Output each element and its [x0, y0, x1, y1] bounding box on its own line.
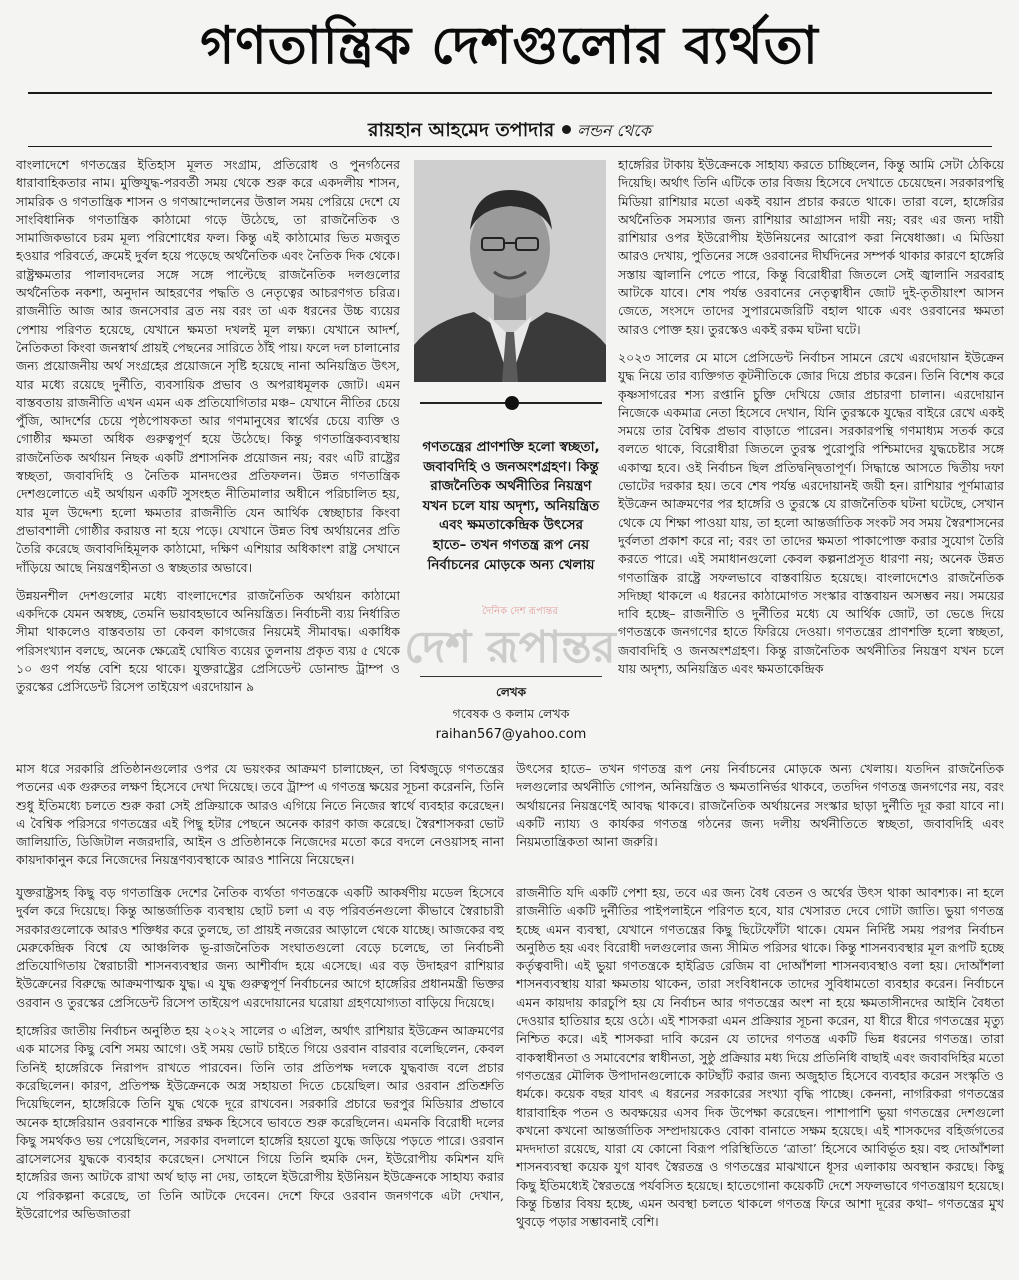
column-full-right	[516, 760, 1004, 880]
paragraph: হাঙ্গেরির টাকায় ইউক্রেনকে সাহায্য করতে চাচ্ছিলেন, কিন্তু আমি সেটা ঠেকিয়ে দিয়েছি। অর্থাৎ তিনি এটিকে তার বিজয় হিসেবে দেখাতে চেয়েছেন। সরকারপন্থি মিডিয়া রাশিয়ার মতো একই বয়ান প্রচার করতে থাকে। তারা বলে, হাঙ্গেরির অর্থনৈতিক সমস্যার জন্য রাশিয়ার আগ্রাসন দায়ী নয়; বরং এর জন্য দায়ী রাশিয়ার ওপর ইউরোপীয় ইউনিয়নের আরোপ করা নিষেধাজ্ঞা। এ মিডিয়া আরও দেখায়, পুতিনের সঙ্গে ওরবানের দীর্ঘদিনের সম্পর্ক থাকার কারণে হাঙ্গেরি সস্তায় জ্বালানি পেতে পারে, কিন্তু বিরোধীরা জিতলে সেই জ্বালানি সরবরাহ আটকে যাবে। শেষ পর্যন্ত ওরবানের নেতৃত্বাধীন জোট দুই-তৃতীয়াংশ আসন জেতে, সংসদে তাদের সুপারমেজরিটি বহাল থাকে এবং ওরবানের ক্ষমতা আরও পোক্ত হয়। তুরস্কেও একই রকম ঘটনা ঘটে।	[618, 157, 1004, 337]
watermark: দেশ রূপান্তর	[404, 622, 616, 673]
column-bottom-left	[16, 884, 504, 1280]
author-email[interactable]: raihan567@yahoo.com	[435, 727, 587, 742]
paragraph: যুক্তরাষ্ট্রসহ কিছু বড় গণতান্ত্রিক দেশের নৈতিক ব্যর্থতা গণতন্ত্রকে একটি আকর্ষণীয় মডেল হিসেবে দুর্বল করে দিয়েছে। কিন্তু আন্তর্জাতিক ব্যবস্থায় ছোট চলা এ বড় পরিবর্তনগুলো কীভাবে স্বৈরাচারী সরকারগুলোকে আরও শক্তিধর করে তুলছে, তা প্রায়ই নজরের আড়ালে থেকে যাচ্ছে। আজকের বহু মেরুকেন্দ্রিক বিশ্বে যে আঞ্চলিক ভূ-রাজনৈতিক সংঘাতগুলো বেড়ে চলেছে, তা নির্বাচনী প্রতিযোগিতায় স্বৈরাচারী শাসনব্যবস্থার জন্য আশীর্বাদ হয়ে এসেছে। এর বড় উদাহরণ রাশিয়ার ইউক্রেনের বিরুদ্ধে আক্রমণাত্মক যুদ্ধ। এ যুদ্ধ গুরুত্বপূর্ণ নির্বাচনের আগে হাঙ্গেরির প্রধানমন্ত্রী ভিক্তর ওরবান ও তুরস্কের প্রেসিডেন্ট রিসেপ তাইয়েপ এরদোয়ানের ঘরোয়া গ্রহণযোগ্যতা বাড়িয়ে দিয়েছে।	[16, 885, 504, 1010]
byline-dot	[562, 125, 571, 134]
byline-author: রায়হান আহমেদ তপাদার	[368, 119, 555, 141]
author-rule	[420, 676, 602, 677]
photo-separator-dot	[505, 396, 519, 410]
byline-rule	[28, 146, 992, 147]
pull-quote: গণতন্ত্রের প্রাণশক্তি হলো স্বচ্ছতা, জবাবদিহি ও জনঅংশগ্রহণ। কিন্তু রাজনৈতিক অর্থনীতির নিয়ন্ত্রণ যখন চলে যায় অদৃশ্য, অনিয়ন্ত্রিত এবং ক্ষমতাকেন্দ্রিক উৎসের হাতে– তখন গণতন্ত্র রূপ নেয় নির্বাচনের মোড়কে অন্য খেলায়	[422, 439, 600, 573]
author-box	[420, 682, 602, 745]
headline-rule	[28, 92, 992, 94]
watermark-subtitle: দৈনিক দেশ রূপান্তর	[481, 606, 559, 617]
paragraph: হাঙ্গেরির জাতীয় নির্বাচন অনুষ্ঠিত হয় ২০২২ সালের ৩ এপ্রিল, অর্থাৎ রাশিয়ার ইউক্রেন আক্রমণের এক মাসের কিছু বেশি সময় আগে। ওই সময় ভোট চাইতে গিয়ে ওরবান বারবার বলেছিলেন, কেবল তিনিই হাঙ্গেরিকে নিরাপদ রাখতে পারবেন। তিনি তার প্রতিপক্ষ দলকে যুদ্ধবাজ বলে প্রচার করেছিলেন। কারণ, প্রতিপক্ষ ইউক্রেনকে অস্ত্র সহায়তা দিতে চেয়েছিল। আর ওরবান প্রতিশ্রুতি দিয়েছিলেন, হাঙ্গেরিকে তিনি যুদ্ধ থেকে দূরে রাখবেন। সরকারি প্রচারে ভরপুর মিডিয়ার প্রভাবে অনেক হাঙ্গেরিয়ান ওরবানকে শান্তির রক্ষক হিসেবে ভাবতে শুরু করেছিলেন। এমনকি বিরোধী দলের কিছু সমর্থকও ভয় পেয়েছিলেন, সরকার বদলালে হাঙ্গেরি হয়তো যুদ্ধে জড়িয়ে পড়তে পারে। ওরবান ব্রাসেলসের যুদ্ধকে ব্যবহার করেছেন। সেখানে গিয়ে তিনি হুমকি দেন, ইউরোপীয় কমিশন যদি হাঙ্গেরির জন্য আটকে রাখা অর্থ ছাড় না দেয়, তাহলে ইউরোপীয় ইউনিয়ন ইউক্রেনকে সাহায্য করার যে পরিকল্পনা করেছে, তা তিনি আটকে দেবেন। দেশে ফিরে ওরবান জনগণকে এটা দেখান, ইউরোপের অভিজাতরা	[16, 1023, 504, 1222]
column-right	[618, 156, 1004, 758]
column-left	[16, 156, 400, 758]
headline: গণতান্ত্রিক দেশগুলোর ব্যর্থতা	[200, 16, 819, 76]
author-photo	[414, 160, 606, 382]
paragraph: মাস ধরে সরকারি প্রতিষ্ঠানগুলোর ওপর যে ভয়ংকর আক্রমণ চালাচ্ছেন, তা বিশ্বজুড়ে গণতন্ত্রের পতনের এক গুরুতর লক্ষণ হিসেবে দেখা দিয়েছে। তবে ট্রাম্প এ গণতন্ত্র ক্ষয়ের সূচনা করেননি, তিনি শুধু ইতিমধ্যে চলতে শুরু করা সেই প্রক্রিয়াকে আরও এগিয়ে নিতে নিজের স্বার্থে ব্যবহার করেছেন। এ বৈশ্বিক পরিসরে গণতন্ত্রের এই পিছু হটার পেছনে অনেক কারণ কাজ করেছে। স্বৈরশাসকরা ভোট জালিয়াতি, ডিজিটাল নজরদারি, আইন ও প্রতিষ্ঠানকে নিজেদের মতো করে বদলে নেওয়াসহ নানা কায়দাকানুন করে নিজেদের নিয়ন্ত্রণব্যবস্থাকে আরও শানিয়ে নিয়েছেন।	[16, 761, 504, 868]
author-label: লেখক	[495, 685, 527, 699]
column-full-left	[16, 760, 504, 880]
byline	[0, 117, 1019, 144]
author-role: গবেষক ও কলাম লেখক	[452, 706, 570, 721]
byline-location: লন্ডন থেকে	[577, 121, 651, 140]
paragraph: উৎসের হাতে– তখন গণতন্ত্র রূপ নেয় নির্বাচনের মোড়কে অন্য খেলায়। যতদিন রাজনৈতিক দলগুলোর অর্থনীতি গোপন, অনিয়ন্ত্রিত ও ক্ষমতানির্ভর থাকবে, ততদিন গণতন্ত্র জনগণের নয়, বরং অর্থায়নের নিয়ন্ত্রণেই আবদ্ধ থাকবে। রাজনৈতিক অর্থায়নের সংস্কার ছাড়া দুর্নীতি দূর করা যাবে না। একটি ন্যায্য ও কার্যকর গণতন্ত্র গঠনের জন্য দলীয় অর্থনীতিতে স্বচ্ছতা, জবাবদিহি এবং নিয়মতান্ত্রিকতা আনা জরুরি।	[516, 761, 1004, 850]
paragraph: উন্নয়নশীল দেশগুলোর মধ্যে বাংলাদেশের রাজনৈতিক অর্থায়ন কাঠামো একদিকে যেমন অস্বচ্ছ, তেমনি ভয়াবহভাবে অনিয়ন্ত্রিত। নির্বাচনী ব্যয় নির্ধারিত সীমা থাকলেও বাস্তবতায় তা কেবল কাগজের নিয়মেই সীমাবদ্ধ। একাধিক পরিসংখ্যান বলছে, অনেক ক্ষেত্রেই ঘোষিত ব্যয়ের তুলনায় প্রকৃত ব্যয় ৫ থেকে ১০ গুণ পর্যন্ত বেশি হয়ে থাকে। যুক্তরাষ্ট্রের প্রেসিডেন্ট ডোনাল্ড ট্রাম্প ও তুরস্কের প্রেসিডেন্ট রিসেপ তাইয়েপ এরদোয়ান ৯	[16, 587, 400, 695]
paragraph: রাজনীতি যদি একটি পেশা হয়, তবে এর জন্য বৈধ বেতন ও অর্থের উৎস থাকা আবশ্যক। না হলে রাজনীতি একটি দুর্নীতির পাইপলাইনে পরিণত হবে, যার খেসারত দেবে গোটা জাতি। ভুয়া গণতন্ত্র হচ্ছে এমন ব্যবস্থা, যেখানে গণতন্ত্রের কিছু ছিটেফোঁটা থাকে। যেমন নির্দিষ্ট সময় পরপর নির্বাচন অনুষ্ঠিত হয় এবং বিরোধী দলগুলোর জন্য সীমিত পরিসর থাকে। কিন্তু শাসনব্যবস্থার মূল রূপটি হচ্ছে কর্তৃত্ববাদী। এই ভুয়া গণতন্ত্রকে হাইব্রিড রেজিম বা দোআঁশলা শাসনব্যবস্থাও বলা হয়। দোআঁশলা শাসনব্যবস্থায় যারা ক্ষমতায় থাকেন, তারা সংবিধানকে তাদের সুবিধামতো ব্যবহার করেন। নির্বাচনে এমন কায়দায় কারচুপি হয় যে নির্বাচন আর গণতন্ত্রের অংশ না হয়ে ক্ষমতাসীনদের আইনি বৈধতা দেওয়ার হাতিয়ার হয়ে ওঠে। এই শাসকরা এমন প্রক্রিয়ার সূচনা করেন, যা ধীরে ধীরে গণতন্ত্রের মৃত্যু নিশ্চিত করে। এই শাসকরা দাবি করেন যে তাদের গণতন্ত্র একটি ভিন্ন ধরনের গণতন্ত্র। তারা বাকস্বাধীনতা ও সমাবেশের স্বাধীনতা, সুষ্ঠু প্রক্রিয়ার মধ্য দিয়ে প্রতিনিধি বাছাই এবং জবাবদিহির মতো গণতন্ত্রের মৌলিক উপাদানগুলোকে কাটছাঁট করার জন্য অজুহাত হিসেবে ব্যবহার করেন সংস্কৃতি ও ধর্মকে। কয়েক বছর যাবৎ এ ধরনের সরকারের সংখ্যা বৃদ্ধি পাচ্ছে। কেননা, নাগরিকরা গণতন্ত্রের ধারাবাহিক পতন ও অবক্ষয়ের এসব দিক উপেক্ষা করেছেন। পাশাপাশি ভুয়া গণতন্ত্রের দেশগুলো কখনো কখনো আন্তর্জাতিক সম্প্রদায়কেও বোকা বানাতে সক্ষম হয়েছে। এই শাসকদের বহির্জগতের মদদদাতা রয়েছে, যারা যে কোনো বিরূপ পরিস্থিতিতে ‘ত্রাতা’ হিসেবে আবির্ভূত হয়। বহু দোআঁশলা শাসনব্যবস্থা কয়েক যুগ যাবৎ স্বৈরতন্ত্র ও গণতন্ত্রের মাঝখানে ধূসর এলাকায় অবস্থান করছে। কিছু কিছু ইতিমধ্যেই স্বৈরতন্ত্রে পর্যবসিত হয়েছে। হাতেগোনা কয়েকটি দেশে সফলভাবে গণতন্ত্রায়ণ হয়েছে। কিন্তু চিন্তার বিষয় হচ্ছে, এমন অবস্থা চলতে থাকলে গণতন্ত্র ফিরে আশা দূরের কথা– গণতন্ত্রের মুখ থুবড়ে পড়ার সম্ভাবনাই বেশি।	[516, 885, 1004, 1230]
paragraph: ২০২৩ সালের মে মাসে প্রেসিডেন্ট নির্বাচন সামনে রেখে এরদোয়ান ইউক্রেন যুদ্ধ নিয়ে তার ব্যক্তিগত কূটনীতিকে জোর দিয়ে প্রচার করেন। তিনি বিশেষ করে কৃষ্ণসাগরের শস্য রপ্তানি চুক্তি দেখিয়ে জোর প্রচারণা চালান। এরদোয়ান নিজেকে একমাত্র নেতা হিসেবে দেখান, যিনি তুরস্ককে যুদ্ধের বাইরে রেখে একই সময়ে তার বৈশ্বিক প্রভাব বাড়াতে পারেন। সরকারপন্থি গণমাধ্যম সতর্ক করে বলতে থাকে, বিরোধীরা জিতলে তুরস্ক পুরোপুরি পশ্চিমাদের যুদ্ধচেষ্টার সঙ্গে একাত্ম হবে। ওই নির্বাচন ছিল প্রতিদ্বন্দ্বিতাপূর্ণ। সিদ্ধান্তে আসতে দ্বিতীয় দফা ভোটের দরকার হয়। তবে শেষ পর্যন্ত এরদোয়ানই জয়ী হন। রাশিয়ার পূর্ণমাত্রার ইউক্রেন আক্রমণের পর হাঙ্গেরি ও তুরস্কে যে রাজনৈতিক ঘটনা ঘটেছে, সেখান থেকে যে শিক্ষা পাওয়া যায়, তা হলো আন্তর্জাতিক সংকট সব সময় স্বৈরশাসনের দুর্বলতা প্রকাশ করে না; বরং তা তাদের ক্ষমতা পাকাপোক্ত করার সুযোগ তৈরি করতে পারে। এই সমাধানগুলো কেবল কল্পনাপ্রসূত ধারণা নয়; অনেক উন্নত গণতান্ত্রিক রাষ্ট্রে সফলভাবে বাস্তবায়িত হয়েছে। বাংলাদেশেও রাজনৈতিক সদিচ্ছা থাকলে এ ধরনের কাঠামোগত সংস্কার বাস্তবায়ন অসম্ভব নয়। সময়ের দাবি হচ্ছে– রাজনীতি ও দুর্নীতির মধ্যে যে আর্থিক জোট, তা ভেঙে দিয়ে গণতন্ত্রকে জনগণের হাতে ফিরিয়ে দেওয়া। গণতন্ত্রের প্রাণশক্তি হলো স্বচ্ছতা, জবাবদিহি ও জনঅংশগ্রহণ। কিন্তু রাজনৈতিক অর্থনীতির নিয়ন্ত্রণ যখন চলে যায় অদৃশ্য, অনিয়ন্ত্রিত এবং ক্ষমতাকেন্দ্রিক	[618, 349, 1004, 677]
author-portrait-illustration	[414, 160, 606, 382]
column-bottom-right	[516, 884, 1004, 1280]
paragraph: বাংলাদেশে গণতন্ত্রের ইতিহাস মূলত সংগ্রাম, প্রতিরোধ ও পুনর্গঠনের ধারাবাহিকতার নাম। মুক্তিযুদ্ধ-পরবর্তী সময় থেকে শুরু করে একদলীয় শাসন, সামরিক ও গণতান্ত্রিক শাসন ও গণআন্দোলনের উত্তাল সময় পেরিয়ে দেশে যে সাংবিধানিক গণতান্ত্রিক কাঠামো গড়ে উঠেছে, তা রাজনৈতিক ও সামাজিকভাবে চরম মূল্য পরিশোধের ফল। কিন্তু এই কাঠামোর ভিত মজবুত হওয়ার পরিবর্তে, ক্রমেই দুর্বল হয়ে পড়েছে অর্থনৈতিক এবং নৈতিক দিক থেকে। রাষ্ট্রক্ষমতার পালাবদলের সঙ্গে সঙ্গে পাল্টেছে রাজনৈতিক দলগুলোর অর্থনৈতিক নকশা, অনুদান আহরণের পদ্ধতি ও নেতৃত্বের আচরণগত চরিত্র। রাজনীতি আজ আর জনসেবার ব্রত নয় বরং তা এক ধরনের উচ্চ ব্যয়ের পেশায় পরিণত হয়েছে, যেখানে ক্ষমতা দখলই মূল লক্ষ্য। যেখানে আদর্শ, নৈতিকতা কিংবা জনস্বার্থ প্রায়ই পেছনের সারিতে ঠাঁই পায়। ফলে দল চালানোর জন্য প্রয়োজনীয় অর্থ সংগ্রহের প্রয়োজনে সৃষ্টি হয়েছে নানা অনিয়ন্ত্রিত উৎস, যার মধ্যে রয়েছে দুর্নীতি, ব্যবসায়িক প্রভাব ও অপরাধমূলক জোট। এমন বাস্তবতায় রাজনীতি এখন এমন এক প্রতিযোগিতার মঞ্চ– যেখানে নীতির চেয়ে পুঁজি, আদর্শের চেয়ে পৃষ্ঠপোষকতা আর গণমানুষের স্বার্থের চেয়ে ব্যক্তি ও গোষ্ঠীর ক্ষমতা অধিক গুরুত্বপূর্ণ হয়ে উঠেছে। কিন্তু গণতান্ত্রিকব্যবস্থায় রাজনৈতিক অর্থায়ন নিছক একটি প্রশাসনিক প্রয়োজন নয়; বরং এটি রাষ্ট্রের স্বচ্ছতা, জবাবদিহি ও নৈতিক মানদণ্ডের প্রতিফলন। উন্নত গণতান্ত্রিক দেশগুলোতে এই অর্থায়ন একটি সুসংহত নীতিমালার অধীনে পরিচালিত হয়, যার মূল উদ্দেশ্য হলো ক্ষমতার রাজনীতি যেন আর্থিক স্বেচ্ছাচার কিংবা প্রভাবশালী গোষ্ঠীর করায়ত্ত না হয়ে পড়ে। যেখানে উন্নত বিশ্ব অর্থায়নের প্রতি তৈরি করেছে জবাবদিহিমূলক কাঠামো, দক্ষিণ এশিয়ার অধিকাংশ রাষ্ট্র সেখানে দাঁড়িয়ে আছে নিয়ন্ত্রণহীনতা ও স্বচ্ছতার অভাবে।	[16, 157, 400, 575]
